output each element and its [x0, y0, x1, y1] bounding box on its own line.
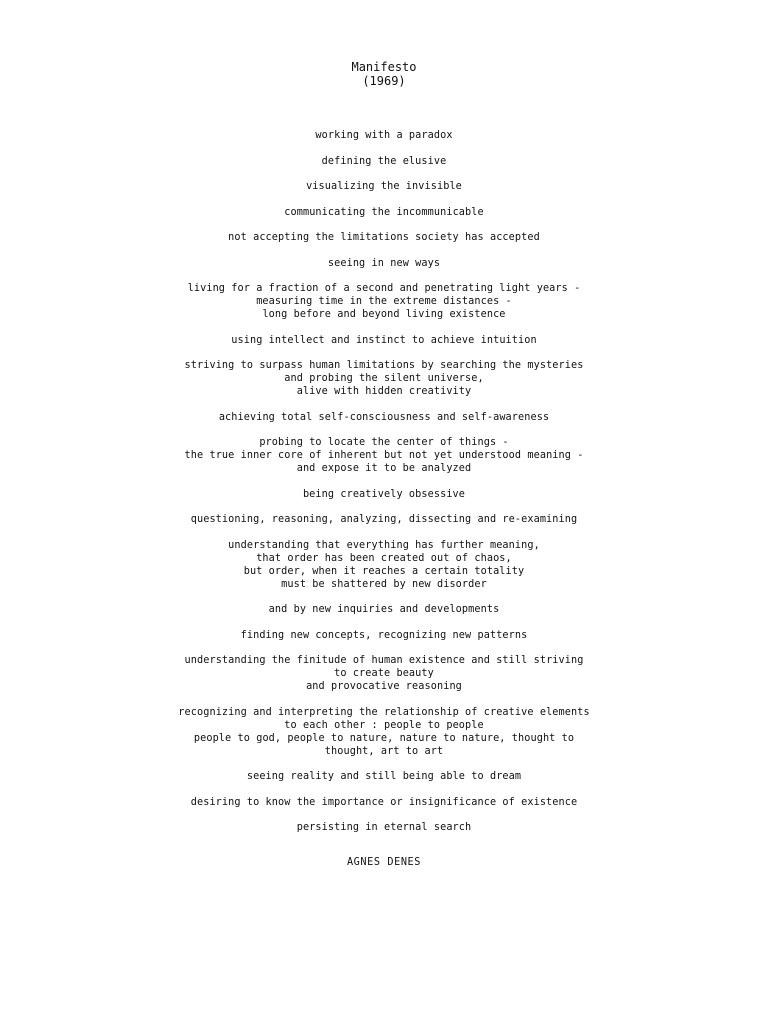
manifesto-line: finding new concepts, recognizing new patterns [240, 629, 528, 641]
manifesto-line: to create beauty [334, 668, 434, 679]
manifesto-line: being creatively obsessive [302, 488, 466, 500]
document-year: (1969) [362, 74, 406, 88]
manifesto-line: using intellect and instinct to achieve intuition [231, 334, 537, 346]
manifesto-stanza [0, 411, 768, 424]
manifesto-line: not accepting the limitations society has accepted [228, 232, 540, 243]
manifesto-line: communicating the incommunicable [284, 206, 484, 218]
manifesto-line: living for a fraction of a second and penetrating light years - [187, 283, 581, 294]
manifesto-line: visualizing the invisible [306, 181, 462, 192]
manifesto-stanza [0, 231, 768, 244]
manifesto-line: must be shattered by new disorder [281, 578, 487, 590]
manifesto-line: alive with hidden creativity [296, 386, 472, 397]
manifesto-line: and provocative reasoning [306, 681, 462, 692]
manifesto-line: and by new inquiries and developments [268, 604, 500, 615]
manifesto-line: that order has been created out of chaos, [256, 552, 512, 564]
manifesto-line: desiring to know the importance or insignificance of existence [190, 796, 578, 808]
manifesto-stanza [0, 257, 768, 270]
manifesto-line: understanding that everything has further meaning, [228, 539, 540, 551]
manifesto-line: questioning, reasoning, analyzing, dissecting and re-examining [190, 514, 578, 525]
manifesto-stanza [0, 359, 768, 398]
manifesto-line: recognizing and interpreting the relationship of creative elements [178, 706, 590, 718]
manifesto-line: the true inner core of inherent but not yet understood meaning - [184, 450, 584, 461]
manifesto-stanza [0, 629, 768, 642]
manifesto-line: working with a paradox [315, 130, 453, 141]
manifesto-line: but order, when it reaches a certain totality [243, 565, 525, 577]
author-signature: AGNES DENES [346, 857, 422, 868]
manifesto-line: and probing the silent universe, [284, 373, 484, 384]
manifesto-stanza [0, 821, 768, 834]
manifesto-stanza [0, 488, 768, 501]
manifesto-stanza [0, 155, 768, 168]
manifesto-line: people to god, people to nature, nature to nature, thought to [193, 732, 575, 744]
manifesto-stanza [0, 796, 768, 809]
manifesto-line: probing to locate the center of things - [259, 437, 509, 448]
manifesto-stanza [0, 334, 768, 347]
manifesto-line: measuring time in the extreme distances - [256, 296, 512, 307]
manifesto-stanza [0, 282, 768, 321]
manifesto-line: seeing in new ways [327, 257, 441, 269]
document-title: Manifesto [351, 60, 417, 74]
manifesto-line: seeing reality and still being able to dream [246, 771, 522, 782]
manifesto-stanza [0, 180, 768, 193]
manifesto-line: persisting in eternal search [296, 822, 472, 833]
manifesto-stanza [0, 206, 768, 219]
manifesto-body [0, 129, 768, 847]
manifesto-stanza [0, 129, 768, 142]
manifesto-line: striving to surpass human limitations by searching the mysteries [184, 360, 584, 371]
manifesto-line: long before and beyond living existence [262, 309, 506, 320]
manifesto-line: understanding the finitude of human existence and still striving [184, 655, 584, 666]
manifesto-stanza [0, 770, 768, 783]
manifesto-line: thought, art to art [324, 745, 444, 757]
manifesto-stanza [0, 706, 768, 758]
manifesto-header [0, 60, 768, 88]
manifesto-line: and expose it to be analyzed [296, 463, 472, 474]
manifesto-stanza [0, 603, 768, 616]
manifesto-stanza [0, 436, 768, 475]
manifesto-line: defining the elusive [321, 155, 447, 167]
manifesto-line: to each other : people to people [284, 719, 484, 731]
manifesto-stanza [0, 539, 768, 591]
manifesto-stanza [0, 513, 768, 526]
manifesto-line: achieving total self-consciousness and self-awareness [218, 411, 550, 423]
manifesto-stanza [0, 654, 768, 693]
